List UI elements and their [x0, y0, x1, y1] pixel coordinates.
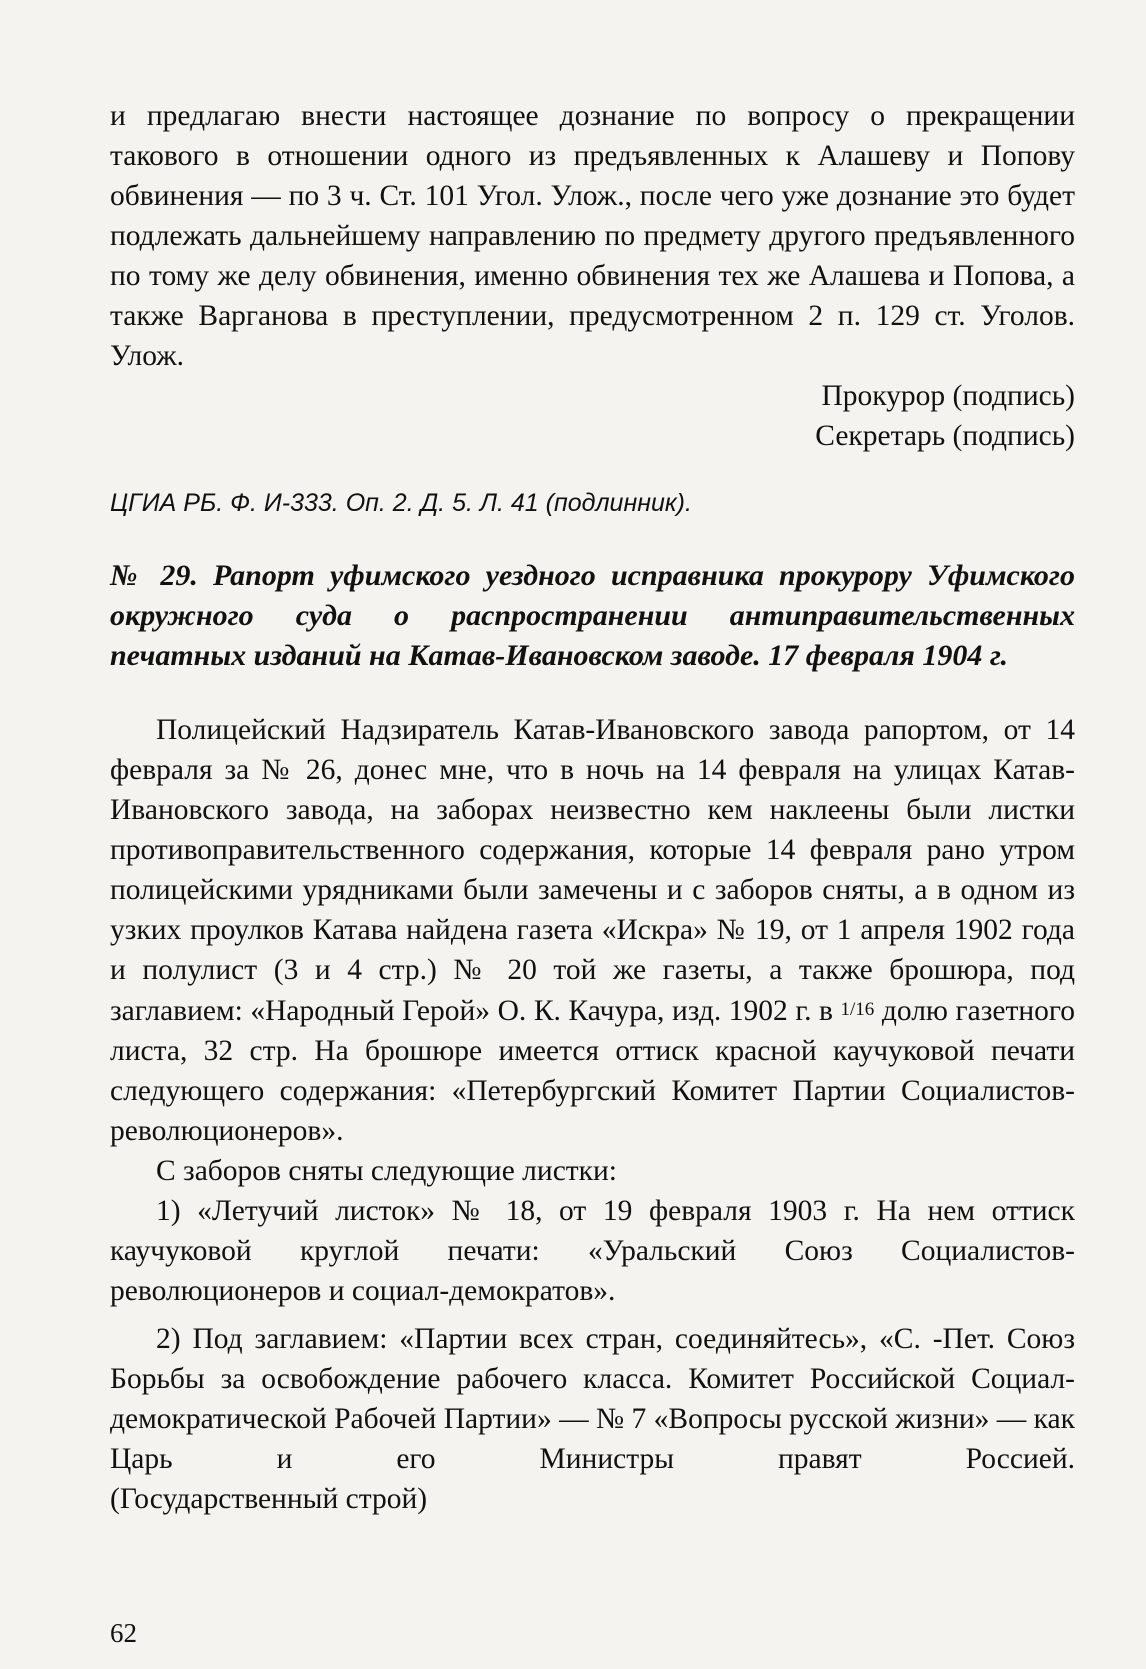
page-number: 62 [110, 1618, 137, 1648]
report-paragraph [110, 710, 1075, 1151]
closing-paragraph: и предлагаю внести настоящее дознание по вопросу о прекращении такового в отношении одного из предъявленных к Алашеву и Попову обвинения — по 3 ч. Ст. 101 Угол. Улож., после чего уже дознание это будет подлежать дальнейшему направлению по предмету другого предъявленного по тому же делу обвинения, именно обвинения тех же Алашева и Попова, а также Варганова в преступлении, предусмотренном 2 п. 129 ст. Уголов. Улож. [110, 100, 1075, 372]
leaflet-item-2: 2) Под заглавием: «Партии всех стран, соединяйтесь», «С. -Пет. Союз Борьбы за освобождение рабочего класса. Комитет Российской Социал-демократической Рабочей Партии» — № 7 «Вопросы русской жизни» — как Царь и его Министры правят Россией. [110, 1323, 1075, 1475]
sheet-fraction: 1/16 [840, 999, 875, 1020]
prosecutor-signature: Прокурор (подпись) [821, 380, 1075, 412]
leaflets-intro: С заборов сняты следующие листки: [156, 1155, 617, 1187]
archive-source: ЦГИА РБ. Ф. И-333. Оп. 2. Д. 5. Л. 41 (подлинник). [110, 489, 692, 517]
report-text-end: долю газетного листа, 32 стр. На брошюре имеется оттиск красной каучуковой печати следующего содержания: «Петербургский Комитет Партии Социалистов-революционеров». [110, 995, 1075, 1147]
report-text-start: Полицейский Надзиратель Катав-Ивановского завода рапортом, от 14 февраля за № 26, донес мне, что в ночь на 14 февраля на улицах Катав-Ивановского завода, на заборах неизвестно кем наклеены были листки противоправительственного содержания, которые 14 февраля рано утром полицейскими урядниками были замечены и с заборов сняты, а в одном из узких проулков Катава найдена газета «Искра» № 19, от 1 апреля 1902 года и полулист (3 и 4 стр.) № 20 той же газеты, а также брошюра, под заглавием: «Народный Герой» О. К. Качура, изд. 1902 г. в [110, 714, 1075, 1027]
leaflet-item-2-end: (Государственный строй) [110, 1483, 428, 1515]
leaflet-item-1: 1) «Летучий листок» № 18, от 19 февраля 1903 г. На нем оттиск каучуковой круглой печати: «Уральский Союз Социалистов-революционеров и социал-демократов». [110, 1195, 1075, 1307]
document-title: № 29. Рапорт уфимского уездного исправника прокурору Уфимского окружного суда о распространении антиправительственных печатных изданий на Катав-Ивановском заводе. 17 февраля 1904 г. [110, 559, 1075, 672]
page-content [110, 96, 1075, 1519]
secretary-signature: Секретарь (подпись) [815, 420, 1075, 452]
